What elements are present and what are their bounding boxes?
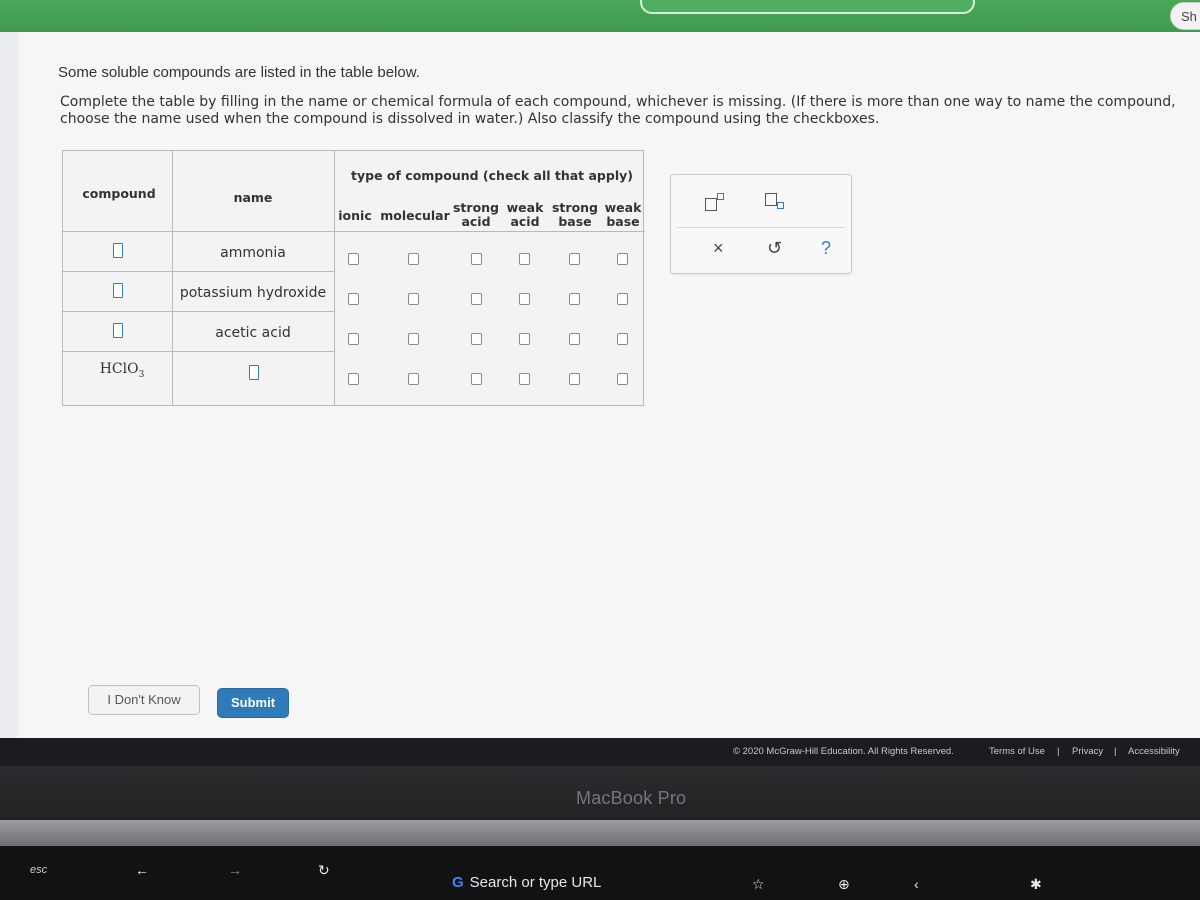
undo-icon[interactable]: ↺ — [767, 238, 783, 258]
compound-table — [62, 150, 644, 406]
prompt-intro: Some soluble compounds are listed in the table below. — [58, 64, 420, 81]
touchbar-search[interactable] — [452, 874, 601, 891]
checkbox-strong-base[interactable] — [569, 253, 580, 265]
checkbox-strong-acid[interactable] — [471, 333, 482, 345]
checkbox-molecular[interactable] — [408, 333, 419, 345]
table-divider — [172, 151, 173, 405]
checkbox-molecular[interactable] — [408, 373, 419, 385]
header-weak-base-bottom: base — [606, 214, 640, 229]
compound-name: acetic acid — [215, 325, 291, 341]
header-weak-acid-bottom: acid — [510, 214, 540, 229]
checkbox-strong-base[interactable] — [569, 373, 580, 385]
checkbox-weak-acid[interactable] — [519, 253, 530, 265]
table-divider — [63, 231, 645, 232]
header-ionic: ionic — [338, 208, 372, 223]
header-strong-base-top: strong — [551, 200, 598, 215]
touch-bar — [0, 846, 1200, 900]
table-divider — [63, 351, 335, 352]
privacy-link[interactable]: Privacy — [1072, 746, 1104, 757]
superscript-icon-base — [705, 198, 717, 211]
superscript-icon[interactable] — [705, 193, 727, 213]
header-strong-base-bottom: base — [558, 214, 592, 229]
forward-arrow-icon[interactable]: → — [228, 862, 242, 878]
subscript-icon[interactable] — [765, 193, 787, 213]
compound-name: potassium hydroxide — [179, 285, 327, 301]
table-divider — [63, 271, 335, 272]
bookmark-star-icon[interactable]: ☆ — [752, 876, 765, 892]
checkbox-strong-acid[interactable] — [471, 293, 482, 305]
brightness-icon[interactable]: ‹ — [914, 876, 919, 892]
checkbox-strong-base[interactable] — [569, 293, 580, 305]
header-weak-acid-top: weak — [506, 200, 544, 215]
terms-link[interactable]: Terms of Use — [989, 746, 1045, 757]
copyright-text: © 2020 McGraw-Hill Education. All Rights Reserved. — [733, 746, 954, 757]
laptop-hinge — [0, 820, 1200, 846]
checkbox-ionic[interactable] — [348, 333, 359, 345]
checkbox-weak-base[interactable] — [617, 373, 628, 385]
header-strong-acid-bottom: acid — [461, 214, 491, 229]
question-progress-pill[interactable] — [640, 0, 975, 14]
superscript-icon-exponent — [717, 193, 724, 200]
page-footer — [0, 738, 1200, 766]
compound-formula-input[interactable] — [113, 323, 123, 338]
subscript-icon-base — [765, 193, 777, 206]
header-name: name — [233, 190, 273, 205]
answer-tools-panel — [670, 174, 852, 274]
subscript-icon-index — [777, 202, 784, 209]
link-separator: | — [1114, 746, 1117, 757]
checkbox-ionic[interactable] — [348, 373, 359, 385]
header-molecular: molecular — [380, 208, 450, 223]
formula-main: HClO — [99, 361, 139, 377]
checkbox-weak-base[interactable] — [617, 253, 628, 265]
new-tab-icon[interactable]: ⊕ — [838, 876, 850, 892]
checkbox-weak-acid[interactable] — [519, 333, 530, 345]
header-type-group: type of compound (check all that apply) — [351, 168, 633, 183]
share-button[interactable]: Sh — [1170, 2, 1200, 30]
reload-icon[interactable]: ↻ — [318, 862, 330, 878]
checkbox-ionic[interactable] — [348, 293, 359, 305]
dont-know-button[interactable]: I Don't Know — [88, 685, 200, 715]
checkbox-strong-base[interactable] — [569, 333, 580, 345]
checkbox-molecular[interactable] — [408, 293, 419, 305]
checkbox-ionic[interactable] — [348, 253, 359, 265]
esc-key[interactable]: esc — [30, 864, 48, 876]
question-panel — [18, 32, 1200, 738]
accessibility-link[interactable]: Accessibility — [1128, 746, 1180, 757]
table-divider — [334, 151, 335, 405]
checkbox-weak-acid[interactable] — [519, 293, 530, 305]
table-divider — [63, 311, 335, 312]
compound-formula-input[interactable] — [113, 243, 123, 258]
header-compound: compound — [82, 186, 156, 201]
checkbox-weak-base[interactable] — [617, 293, 628, 305]
volume-icon[interactable]: ✱ — [1030, 876, 1042, 892]
checkbox-weak-base[interactable] — [617, 333, 628, 345]
formula-subscript: 3 — [138, 369, 145, 380]
compound-formula-input[interactable] — [113, 283, 123, 298]
prompt-instructions: Complete the table by filling in the name or chemical formula of each compound, whichever is missing. (If there is more than one way to name the compound, choose the name used when the compound is dissolved in water.) Also classify the compound using the checkboxes. — [60, 94, 1176, 127]
checkbox-strong-acid[interactable] — [471, 253, 482, 265]
touchbar-search-label: Search or type URL — [469, 874, 602, 891]
laptop-brand-label: MacBook Pro — [576, 788, 687, 808]
compound-name-input[interactable] — [249, 365, 259, 380]
checkbox-weak-acid[interactable] — [519, 373, 530, 385]
tools-divider — [677, 227, 845, 228]
checkbox-molecular[interactable] — [408, 253, 419, 265]
back-arrow-icon[interactable]: ← — [135, 862, 149, 878]
checkbox-strong-acid[interactable] — [471, 373, 482, 385]
compound-formula — [77, 361, 167, 380]
top-bar — [0, 0, 1200, 32]
clear-icon[interactable]: × — [713, 238, 724, 258]
compound-name: ammonia — [220, 245, 286, 261]
help-icon[interactable]: ? — [821, 238, 832, 258]
google-icon: G — [452, 874, 464, 891]
submit-button[interactable]: Submit — [217, 688, 289, 718]
header-weak-base-top: weak — [604, 200, 642, 215]
header-strong-acid-top: strong — [452, 200, 499, 215]
link-separator: | — [1057, 746, 1060, 757]
